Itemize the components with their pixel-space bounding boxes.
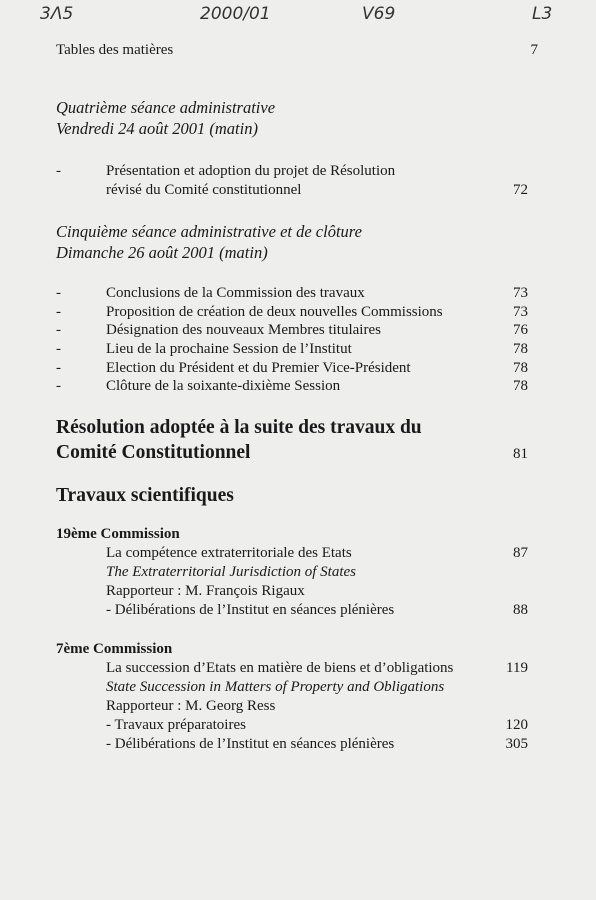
- toc-entry-page: 72: [513, 182, 528, 198]
- session5-date: Dimanche 26 août 2001 (matin): [56, 243, 268, 262]
- commission19-subject-en: The Extraterritorial Jurisdiction of States: [106, 564, 356, 580]
- toc-entry-page: 78: [513, 341, 528, 357]
- bullet-dash: -: [56, 304, 61, 320]
- commission19-deliberations-page: 88: [513, 602, 528, 618]
- toc-entry-text: Proposition de création de deux nouvelles Commissions: [106, 304, 443, 320]
- bullet-dash: -: [56, 360, 61, 376]
- running-header-title: Tables des matières: [56, 42, 174, 58]
- toc-entry-text-cont: révisé du Comité constitutionnel: [106, 182, 302, 198]
- toc-entry-page: 76: [513, 322, 528, 338]
- toc-entry-page: 73: [513, 285, 528, 301]
- toc-entry-text: Election du Président et du Premier Vice-Président: [106, 360, 411, 376]
- toc-entry-page: 73: [513, 304, 528, 320]
- commission19-page: 87: [513, 545, 528, 561]
- resolution-heading-cont: Comité Constitutionnel: [56, 442, 251, 463]
- commission19-subject-fr: La compétence extraterritoriale des Etats: [106, 545, 352, 561]
- resolution-page: 81: [513, 446, 528, 462]
- session4-title: Quatrième séance administrative: [56, 98, 276, 117]
- handwritten-note-2: 2000/01: [200, 4, 271, 24]
- commission7-travaux-page: 120: [505, 717, 528, 733]
- toc-entry-text: Clôture de la soixante-dixième Session: [106, 378, 341, 394]
- bullet-dash: -: [56, 341, 61, 357]
- bullet-dash: -: [56, 163, 61, 179]
- handwritten-note-4: L3: [532, 4, 553, 24]
- commission7-travaux: - Travaux préparatoires: [106, 717, 246, 733]
- commission7-rapporteur: Rapporteur : M. Georg Ress: [106, 698, 276, 714]
- toc-entry-page: 78: [513, 360, 528, 376]
- toc-entry-text: Lieu de la prochaine Session de l’Institut: [106, 341, 352, 357]
- resolution-heading: Résolution adoptée à la suite des travaux du: [56, 417, 422, 438]
- bullet-dash: -: [56, 285, 61, 301]
- bullet-dash: -: [56, 378, 61, 394]
- commission7-subject-fr: La succession d’Etats en matière de biens et d’obligations: [106, 660, 454, 676]
- session4-date: Vendredi 24 août 2001 (matin): [56, 119, 258, 138]
- toc-entry-page: 78: [513, 378, 528, 394]
- toc-entry-text: Présentation et adoption du projet de Résolution: [106, 163, 396, 179]
- handwritten-note-1: 3Λ5: [40, 4, 74, 24]
- commission19-title: 19ème Commission: [56, 526, 180, 542]
- page-number: 7: [530, 42, 538, 58]
- travaux-heading: Travaux scientifiques: [56, 485, 234, 506]
- commission7-deliberations: - Délibérations de l’Institut en séances plénières: [106, 736, 395, 752]
- handwritten-note-3: V69: [362, 4, 396, 24]
- bullet-dash: -: [56, 322, 61, 338]
- session5-title: Cinquième séance administrative et de clôture: [56, 222, 362, 241]
- toc-entry-text: Désignation des nouveaux Membres titulaires: [106, 322, 381, 338]
- commission7-title: 7ème Commission: [56, 641, 173, 657]
- commission19-rapporteur: Rapporteur : M. François Rigaux: [106, 583, 305, 599]
- commission19-deliberations: - Délibérations de l’Institut en séances plénières: [106, 602, 395, 618]
- commission7-subject-en: State Succession in Matters of Property and Obligations: [106, 679, 445, 695]
- commission7-page: 119: [506, 660, 528, 676]
- commission7-deliberations-page: 305: [505, 736, 528, 752]
- toc-entry-text: Conclusions de la Commission des travaux: [106, 285, 365, 301]
